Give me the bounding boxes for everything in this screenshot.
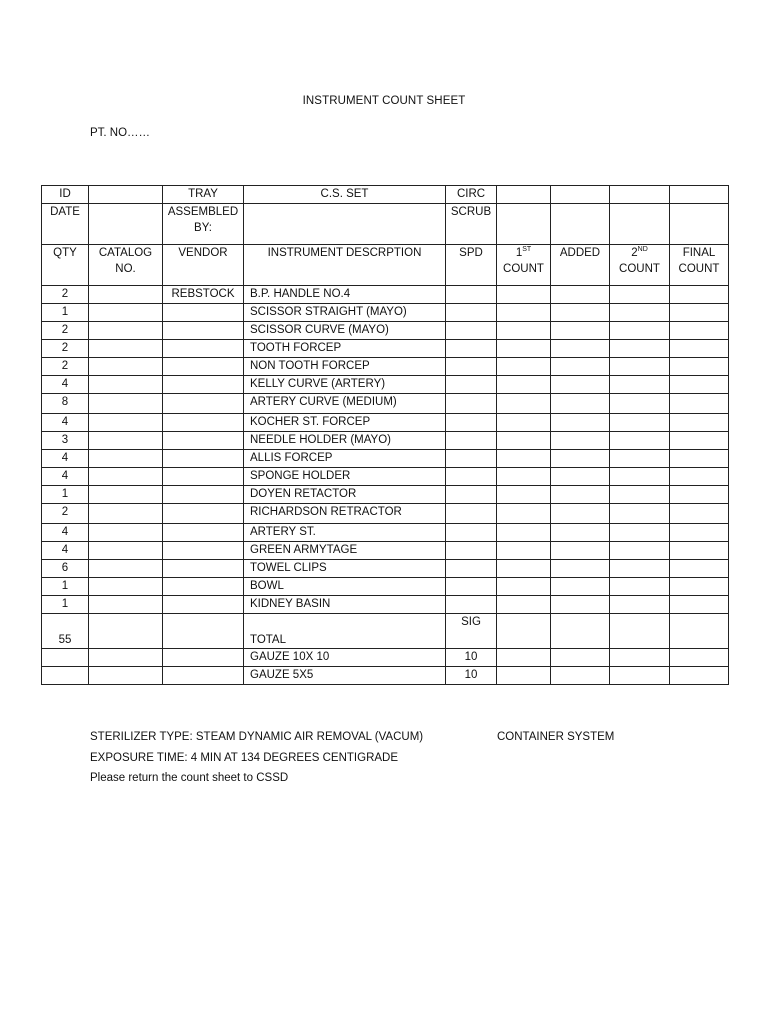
first-count-cell[interactable] (497, 304, 551, 322)
description-cell: GREEN ARMYTAGE (244, 542, 446, 560)
added-cell[interactable] (551, 504, 610, 524)
qty-cell: 4 (42, 414, 89, 432)
table-row (42, 542, 729, 560)
first-count-cell[interactable] (497, 450, 551, 468)
sterilizer-type: STERILIZER TYPE: STEAM DYNAMIC AIR REMOVAL (VACUM) (90, 731, 424, 743)
catalog-cell[interactable] (89, 667, 163, 685)
second-count-cell[interactable] (610, 286, 670, 304)
added-cell[interactable] (551, 394, 610, 414)
first-count-cell[interactable] (497, 322, 551, 340)
second-count-cell[interactable] (610, 614, 670, 649)
first-count-cell[interactable] (497, 560, 551, 578)
header-row-id (42, 186, 729, 204)
description-header: INSTRUMENT DESCRPTION (244, 245, 446, 286)
table-row (42, 486, 729, 504)
second-count-cell[interactable] (610, 432, 670, 450)
first-count-cell[interactable] (497, 524, 551, 542)
qty-cell: 4 (42, 542, 89, 560)
catalog-header: CATALOG NO. (89, 245, 163, 286)
qty-cell: 2 (42, 286, 89, 304)
description-cell: TOOTH FORCEP (244, 340, 446, 358)
added-cell[interactable] (551, 358, 610, 376)
column-header-row (42, 245, 729, 286)
second-count-cell[interactable] (610, 450, 670, 468)
second-count-cell[interactable] (610, 524, 670, 542)
second-count-cell[interactable] (610, 468, 670, 486)
added-cell[interactable] (551, 486, 610, 504)
container-system-label: CONTAINER SYSTEM (497, 731, 615, 743)
added-cell[interactable] (551, 322, 610, 340)
table-row (42, 468, 729, 486)
spd-cell[interactable] (446, 340, 497, 358)
qty-cell[interactable] (42, 649, 89, 667)
table-row (42, 304, 729, 322)
final-count-cell[interactable] (670, 486, 729, 504)
exposure-time: EXPOSURE TIME: 4 MIN AT 134 DEGREES CENTIGRADE (90, 751, 399, 764)
added-cell[interactable] (551, 414, 610, 432)
table-row (42, 578, 729, 596)
final-count-cell[interactable] (670, 322, 729, 340)
spd-cell[interactable] (446, 578, 497, 596)
added-cell[interactable] (551, 450, 610, 468)
patient-number-label: PT. NO…… (90, 127, 151, 139)
table-row (42, 560, 729, 578)
table-row (42, 524, 729, 542)
spd-cell[interactable] (446, 432, 497, 450)
vendor-cell (163, 524, 244, 542)
first-count-cell[interactable] (497, 542, 551, 560)
first-count-cell[interactable] (497, 340, 551, 358)
first-count-suffix: ST (522, 246, 532, 254)
second-count-cell[interactable] (610, 358, 670, 376)
vendor-cell (163, 578, 244, 596)
first-count-header (497, 245, 551, 286)
qty-cell: 1 (42, 596, 89, 614)
catalog-cell[interactable] (89, 358, 163, 376)
added-cell[interactable] (551, 614, 610, 649)
description-cell: ARTERY ST. (244, 524, 446, 542)
footer-notes (90, 727, 423, 789)
spd-cell[interactable] (446, 304, 497, 322)
second-count-cell[interactable] (610, 340, 670, 358)
vendor-cell (163, 432, 244, 450)
spd-cell[interactable] (446, 414, 497, 432)
description-cell: GAUZE 10X 10 (244, 649, 446, 667)
date-label: DATE (42, 204, 89, 245)
vendor-cell (163, 596, 244, 614)
qty-cell: 2 (42, 504, 89, 524)
added-cell[interactable] (551, 432, 610, 450)
catalog-cell[interactable] (89, 596, 163, 614)
description-cell: KELLY CURVE (ARTERY) (244, 376, 446, 394)
first-count-cell[interactable] (497, 432, 551, 450)
added-cell[interactable] (551, 304, 610, 322)
catalog-cell[interactable] (89, 414, 163, 432)
table-row (42, 394, 729, 414)
vendor-cell (163, 560, 244, 578)
vendor-cell (163, 504, 244, 524)
vendor-cell[interactable] (163, 667, 244, 685)
assembled-by-label: ASSEMBLED BY: (163, 204, 244, 245)
added-header: ADDED (551, 245, 610, 286)
description-cell: DOYEN RETACTOR (244, 486, 446, 504)
spd-cell[interactable] (446, 450, 497, 468)
catalog-cell[interactable] (89, 468, 163, 486)
first-count-cell[interactable] (497, 504, 551, 524)
catalog-cell[interactable] (89, 450, 163, 468)
circ-cell[interactable] (497, 186, 551, 204)
second-count-cell[interactable] (610, 394, 670, 414)
first-count-cell[interactable] (497, 667, 551, 685)
spd-cell[interactable] (446, 286, 497, 304)
second-count-cell[interactable] (610, 542, 670, 560)
total-label-cell: TOTAL (244, 614, 446, 649)
qty-cell: 2 (42, 340, 89, 358)
qty-cell: 2 (42, 322, 89, 340)
spd-cell: 10 (446, 649, 497, 667)
final-count-cell[interactable] (670, 649, 729, 667)
second-count-cell[interactable] (610, 596, 670, 614)
spd-cell[interactable] (446, 468, 497, 486)
assembled-by-cell[interactable] (244, 204, 446, 245)
final-count-cell[interactable] (670, 504, 729, 524)
vendor-header: VENDOR (163, 245, 244, 286)
page-title: INSTRUMENT COUNT SHEET (302, 95, 466, 107)
second-count-suffix: ND (637, 246, 648, 254)
first-count-cell[interactable] (497, 468, 551, 486)
catalog-cell[interactable] (89, 542, 163, 560)
qty-cell: 8 (42, 394, 89, 414)
second-count-cell[interactable] (610, 578, 670, 596)
final-count-cell[interactable] (670, 432, 729, 450)
qty-cell: 4 (42, 524, 89, 542)
catalog-cell[interactable] (89, 340, 163, 358)
spd-cell[interactable] (446, 486, 497, 504)
added-cell[interactable] (551, 667, 610, 685)
catalog-cell[interactable] (89, 578, 163, 596)
first-count-number: 1 (515, 247, 523, 259)
final-count-cell[interactable] (670, 524, 729, 542)
final-count-cell[interactable] (670, 596, 729, 614)
circ-cell[interactable] (670, 186, 729, 204)
catalog-cell[interactable] (89, 560, 163, 578)
vendor-cell (163, 450, 244, 468)
second-count-cell[interactable] (610, 322, 670, 340)
vendor-cell (163, 322, 244, 340)
catalog-cell[interactable] (89, 394, 163, 414)
vendor-cell (163, 468, 244, 486)
qty-cell: 1 (42, 304, 89, 322)
added-cell[interactable] (551, 542, 610, 560)
spd-cell[interactable] (446, 394, 497, 414)
vendor-cell (163, 304, 244, 322)
added-cell[interactable] (551, 340, 610, 358)
second-count-cell[interactable] (610, 486, 670, 504)
final-count-cell[interactable] (670, 614, 729, 649)
added-cell[interactable] (551, 286, 610, 304)
catalog-cell[interactable] (89, 524, 163, 542)
spd-cell[interactable] (446, 542, 497, 560)
spd-cell[interactable] (446, 504, 497, 524)
circ-label: CIRC (446, 186, 497, 204)
first-count-cell[interactable] (497, 376, 551, 394)
vendor-cell (163, 394, 244, 414)
added-cell[interactable] (551, 560, 610, 578)
first-count-cell[interactable] (497, 286, 551, 304)
spd-cell[interactable] (446, 358, 497, 376)
scrub-cell[interactable] (610, 204, 670, 245)
table-row (42, 286, 729, 304)
vendor-cell (163, 414, 244, 432)
added-cell[interactable] (551, 468, 610, 486)
first-count-cell[interactable] (497, 649, 551, 667)
spd-cell[interactable] (446, 322, 497, 340)
table-row (42, 504, 729, 524)
description-cell: ARTERY CURVE (MEDIUM) (244, 394, 446, 414)
first-count-cell[interactable] (497, 358, 551, 376)
vendor-cell[interactable] (163, 649, 244, 667)
return-note: Please return the count sheet to CSSD (90, 772, 289, 784)
gauze-row (42, 649, 729, 667)
final-count-cell[interactable] (670, 358, 729, 376)
qty-cell: 1 (42, 578, 89, 596)
final-count-cell[interactable] (670, 578, 729, 596)
vendor-cell[interactable] (163, 614, 244, 649)
qty-cell: 4 (42, 468, 89, 486)
final-count-cell[interactable] (670, 304, 729, 322)
qty-header: QTY (42, 245, 89, 286)
final-count-cell[interactable] (670, 394, 729, 414)
table-row (42, 376, 729, 394)
vendor-cell (163, 340, 244, 358)
first-count-cell[interactable] (497, 394, 551, 414)
description-cell: SCISSOR CURVE (MAYO) (244, 322, 446, 340)
qty-cell: 2 (42, 358, 89, 376)
catalog-cell[interactable] (89, 304, 163, 322)
description-cell: B.P. HANDLE NO.4 (244, 286, 446, 304)
sig-label-cell: SIG (446, 614, 497, 649)
added-cell[interactable] (551, 596, 610, 614)
final-count-header: FINAL COUNT (670, 245, 729, 286)
catalog-cell[interactable] (89, 486, 163, 504)
description-cell: KOCHER ST. FORCEP (244, 414, 446, 432)
final-count-cell[interactable] (670, 414, 729, 432)
first-count-cell[interactable] (497, 486, 551, 504)
spd-cell: 10 (446, 667, 497, 685)
circ-cell[interactable] (610, 186, 670, 204)
second-count-cell[interactable] (610, 560, 670, 578)
table-row (42, 358, 729, 376)
final-count-cell[interactable] (670, 667, 729, 685)
second-count-cell[interactable] (610, 504, 670, 524)
total-row (42, 614, 729, 649)
vendor-cell (163, 542, 244, 560)
catalog-cell[interactable] (89, 376, 163, 394)
spd-cell[interactable] (446, 596, 497, 614)
second-count-number: 2 (631, 247, 638, 259)
second-count-label: COUNT (619, 263, 660, 275)
scrub-cell[interactable] (497, 204, 551, 245)
total-qty-cell: 55 (42, 614, 89, 649)
qty-cell[interactable] (42, 667, 89, 685)
id-label: ID (42, 186, 89, 204)
final-count-cell[interactable] (670, 542, 729, 560)
first-count-cell[interactable] (497, 578, 551, 596)
cs-set-label: C.S. SET (244, 186, 446, 204)
second-count-cell[interactable] (610, 649, 670, 667)
scrub-cell[interactable] (670, 204, 729, 245)
catalog-cell[interactable] (89, 504, 163, 524)
qty-cell: 3 (42, 432, 89, 450)
table-row (42, 340, 729, 358)
id-value-cell[interactable] (89, 186, 163, 204)
vendor-cell: REBSTOCK (163, 286, 244, 304)
header-row-date (42, 204, 729, 245)
scrub-label: SCRUB (446, 204, 497, 245)
description-cell: SCISSOR STRAIGHT (MAYO) (244, 304, 446, 322)
vendor-cell (163, 376, 244, 394)
catalog-cell[interactable] (89, 614, 163, 649)
description-cell: TOWEL CLIPS (244, 560, 446, 578)
first-count-cell[interactable] (497, 614, 551, 649)
first-count-cell[interactable] (497, 596, 551, 614)
second-count-header (610, 245, 670, 286)
added-cell[interactable] (551, 578, 610, 596)
spd-cell[interactable] (446, 560, 497, 578)
qty-cell: 1 (42, 486, 89, 504)
second-count-cell[interactable] (610, 667, 670, 685)
circ-cell[interactable] (551, 186, 610, 204)
table-row (42, 414, 729, 432)
catalog-cell[interactable] (89, 649, 163, 667)
final-count-cell[interactable] (670, 340, 729, 358)
scrub-cell[interactable] (551, 204, 610, 245)
description-cell: ALLIS FORCEP (244, 450, 446, 468)
second-count-cell[interactable] (610, 304, 670, 322)
tray-label: TRAY (163, 186, 244, 204)
description-cell: NEEDLE HOLDER (MAYO) (244, 432, 446, 450)
description-cell: NON TOOTH FORCEP (244, 358, 446, 376)
catalog-cell[interactable] (89, 322, 163, 340)
final-count-cell[interactable] (670, 376, 729, 394)
table-row (42, 432, 729, 450)
table-row (42, 322, 729, 340)
added-cell[interactable] (551, 649, 610, 667)
table-row (42, 450, 729, 468)
first-count-label: COUNT (503, 263, 544, 275)
added-cell[interactable] (551, 376, 610, 394)
qty-cell: 4 (42, 450, 89, 468)
vendor-cell (163, 358, 244, 376)
spd-cell[interactable] (446, 524, 497, 542)
description-cell: RICHARDSON RETRACTOR (244, 504, 446, 524)
added-cell[interactable] (551, 524, 610, 542)
vendor-cell (163, 486, 244, 504)
description-cell: BOWL (244, 578, 446, 596)
spd-header: SPD (446, 245, 497, 286)
catalog-cell[interactable] (89, 432, 163, 450)
gauze-row (42, 667, 729, 685)
final-count-cell[interactable] (670, 450, 729, 468)
final-count-cell[interactable] (670, 468, 729, 486)
date-value-cell[interactable] (89, 204, 163, 245)
qty-cell: 6 (42, 560, 89, 578)
description-cell: KIDNEY BASIN (244, 596, 446, 614)
description-cell: SPONGE HOLDER (244, 468, 446, 486)
final-count-cell[interactable] (670, 560, 729, 578)
description-cell: GAUZE 5X5 (244, 667, 446, 685)
catalog-cell[interactable] (89, 286, 163, 304)
table-row (42, 596, 729, 614)
second-count-cell[interactable] (610, 414, 670, 432)
final-count-cell[interactable] (670, 286, 729, 304)
first-count-cell[interactable] (497, 414, 551, 432)
qty-cell: 4 (42, 376, 89, 394)
instrument-count-table (41, 185, 729, 685)
second-count-cell[interactable] (610, 376, 670, 394)
spd-cell[interactable] (446, 376, 497, 394)
